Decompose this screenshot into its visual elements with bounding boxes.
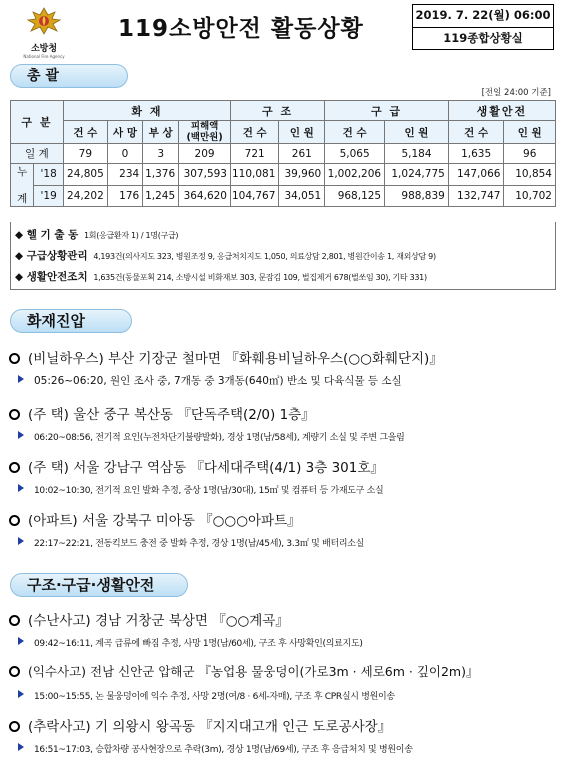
cell: 79 <box>63 144 107 164</box>
cell: 1,245 <box>143 185 179 207</box>
circle-bullet-icon <box>9 515 20 526</box>
cell: 5,184 <box>385 144 449 164</box>
report-office: 119종합상황실 <box>413 27 553 49</box>
fire-section-title: 화재진압 <box>10 309 132 333</box>
cell: 10,854 <box>504 164 556 186</box>
cell: 10,702 <box>504 185 556 207</box>
table-row-daily <box>11 144 556 164</box>
triangle-bullet-icon <box>18 484 24 492</box>
summary-section-title: 총 괄 <box>10 64 128 88</box>
cell: 24,805 <box>63 164 107 186</box>
subheader-fire-damage: 피해액 (백만원) <box>179 121 231 144</box>
note-ems-management: ◆ 구급상황관리 4,193건(의사지도 323, 병원조정 9, 응급처치지도 1,050, 의료상담 2,801, 병원간이송 1, 재외상담 9) <box>15 250 436 262</box>
cell: 721 <box>230 144 278 164</box>
fire-item-body: 22:17~22:21, 전동킥보드 충전 중 발화 추정, 경상 1명(남/45세), 3.3㎡ 및 배터리소실 <box>18 536 364 549</box>
circle-bullet-icon <box>9 615 20 626</box>
header-ems: 구 급 <box>325 101 449 121</box>
note-safety-actions: ◆ 생활안전조치 1,635건(동물포획 214, 소방시설 비화재보 303, 문잠김 109, 벌집제거 678(벌쏘임 30), 기타 331) <box>15 271 427 283</box>
cell: 1,002,206 <box>325 164 385 186</box>
subheader-fire-deaths: 사 망 <box>107 121 142 144</box>
fire-agency-emblem-icon <box>24 6 64 36</box>
row-label-cumulative: 누 계 <box>11 164 34 207</box>
header-rescue: 구 조 <box>230 101 324 121</box>
logo-subtext: National Fire Agency <box>23 54 65 59</box>
unit-note: [전일 24:00 기준] <box>481 88 551 98</box>
subheader-rescue-people: 인 원 <box>279 121 325 144</box>
header-category: 구 분 <box>11 101 64 144</box>
cell: 209 <box>179 144 231 164</box>
cell: 5,065 <box>325 144 385 164</box>
fire-item-head: (비닐하우스) 부산 기장군 철마면 『화훼용비닐하우스(○○화훼단지)』 <box>9 347 443 367</box>
cell: 0 <box>107 144 142 164</box>
cell: 96 <box>504 144 556 164</box>
triangle-bullet-icon <box>18 537 24 545</box>
cell: 24,202 <box>63 185 107 207</box>
cell: 307,593 <box>179 164 231 186</box>
rescue-item-body: 16:51~17:03, 승합차량 공사현장으로 추락(3m), 경상 1명(남/69세), 구조 후 응급처치 및 병원이송 <box>18 742 413 755</box>
subheader-safety-people: 인 원 <box>504 121 556 144</box>
triangle-bullet-icon <box>18 375 24 383</box>
cell: 132,747 <box>448 185 504 207</box>
fire-item-body: 05:26~06:20, 원인 조사 중, 7개동 중 3개동(640㎡) 반소 및 다육식물 등 소실 <box>18 373 402 388</box>
cell: 39,960 <box>279 164 325 186</box>
subheader-ems-people: 인 원 <box>385 121 449 144</box>
fire-item-body: 10:02~10:30, 전기적 요인 발화 추정, 중상 1명(남/30대), 15㎡ 및 컴퓨터 등 가재도구 소실 <box>18 483 383 496</box>
summary-table <box>10 100 556 207</box>
cell: 104,767 <box>230 185 278 207</box>
subheader-ems-count: 건 수 <box>325 121 385 144</box>
logo-label: 소방청 <box>30 44 58 54</box>
circle-bullet-icon <box>9 666 20 677</box>
circle-bullet-icon <box>9 462 20 473</box>
cell: 968,125 <box>325 185 385 207</box>
cell: 34,051 <box>279 185 325 207</box>
rescue-item-head: (추락사고) 기 의왕시 왕곡동 『지지대고개 인근 도로공사장』 <box>9 715 391 735</box>
cell: 3 <box>143 144 179 164</box>
rescue-item-body: 09:42~16:11, 계곡 급류에 빠짐 추정, 사망 1명(남/60세), 구조 후 사망확인(의료지도) <box>18 636 363 649</box>
rescue-item-head: (익수사고) 전남 신안군 압해군 『농업용 물웅덩이(가로3m · 세로6m · 깊이2m)』 <box>9 662 478 680</box>
note-helicopter: ◆ 헬 기 출 동 1회(응급환자 1) / 1명(구급) <box>15 229 179 241</box>
circle-bullet-icon <box>9 353 20 364</box>
cell: 234 <box>107 164 142 186</box>
cell: 364,620 <box>179 185 231 207</box>
circle-bullet-icon <box>9 409 20 420</box>
cell: 988,839 <box>385 185 449 207</box>
row-label-2019: '19 <box>34 185 63 207</box>
fire-item-head: (아파트) 서울 강북구 미아동 『○○○아파트』 <box>9 509 301 529</box>
triangle-bullet-icon <box>18 637 24 645</box>
agency-logo <box>14 6 74 58</box>
cell: 1,635 <box>448 144 504 164</box>
table-row-2018 <box>11 164 556 186</box>
triangle-bullet-icon <box>18 690 24 698</box>
cell: 1,024,775 <box>385 164 449 186</box>
fire-item-head: (주 택) 서울 강남구 역삼동 『다세대주택(4/1) 3층 301호』 <box>9 456 384 476</box>
row-label-daily: 일 계 <box>11 144 64 164</box>
subheader-fire-injuries: 부 상 <box>143 121 179 144</box>
cell: 110,081 <box>230 164 278 186</box>
subheader-safety-count: 건 수 <box>448 121 504 144</box>
rescue-section-title: 구조·구급·생활안전 <box>10 573 188 597</box>
circle-bullet-icon <box>9 721 20 732</box>
page-title: 119소방안전 활동상황 <box>118 16 364 42</box>
row-label-2018: '18 <box>34 164 63 186</box>
rescue-item-body: 15:00~15:55, 논 물웅덩이에 익수 추정, 사망 2명(여/8 · 6세-자매), 구조 후 CPR실시 병원이송 <box>18 689 395 702</box>
summary-notes <box>10 222 556 290</box>
subheader-fire-count: 건 수 <box>63 121 107 144</box>
rescue-item-head: (수난사고) 경남 거창군 북상면 『○○계곡』 <box>9 609 289 629</box>
table-row-2019 <box>11 185 556 207</box>
header-safety: 생활안전 <box>448 101 555 121</box>
cell: 176 <box>107 185 142 207</box>
fire-item-head: (주 택) 울산 중구 복산동 『단독주택(2/0) 1층』 <box>9 403 315 423</box>
cell: 261 <box>279 144 325 164</box>
subheader-rescue-count: 건 수 <box>230 121 278 144</box>
cell: 147,066 <box>448 164 504 186</box>
header-fire: 화 재 <box>63 101 230 121</box>
report-date: 2019. 7. 22(월) 06:00 <box>415 8 551 22</box>
triangle-bullet-icon <box>18 431 24 439</box>
date-box <box>412 4 554 50</box>
cell: 1,376 <box>143 164 179 186</box>
fire-item-body: 06:20~08:56, 전기적 요인(누전차단기불량발화), 경상 1명(남/58세), 계량기 소실 및 주변 그을림 <box>18 430 405 443</box>
triangle-bullet-icon <box>18 743 24 751</box>
